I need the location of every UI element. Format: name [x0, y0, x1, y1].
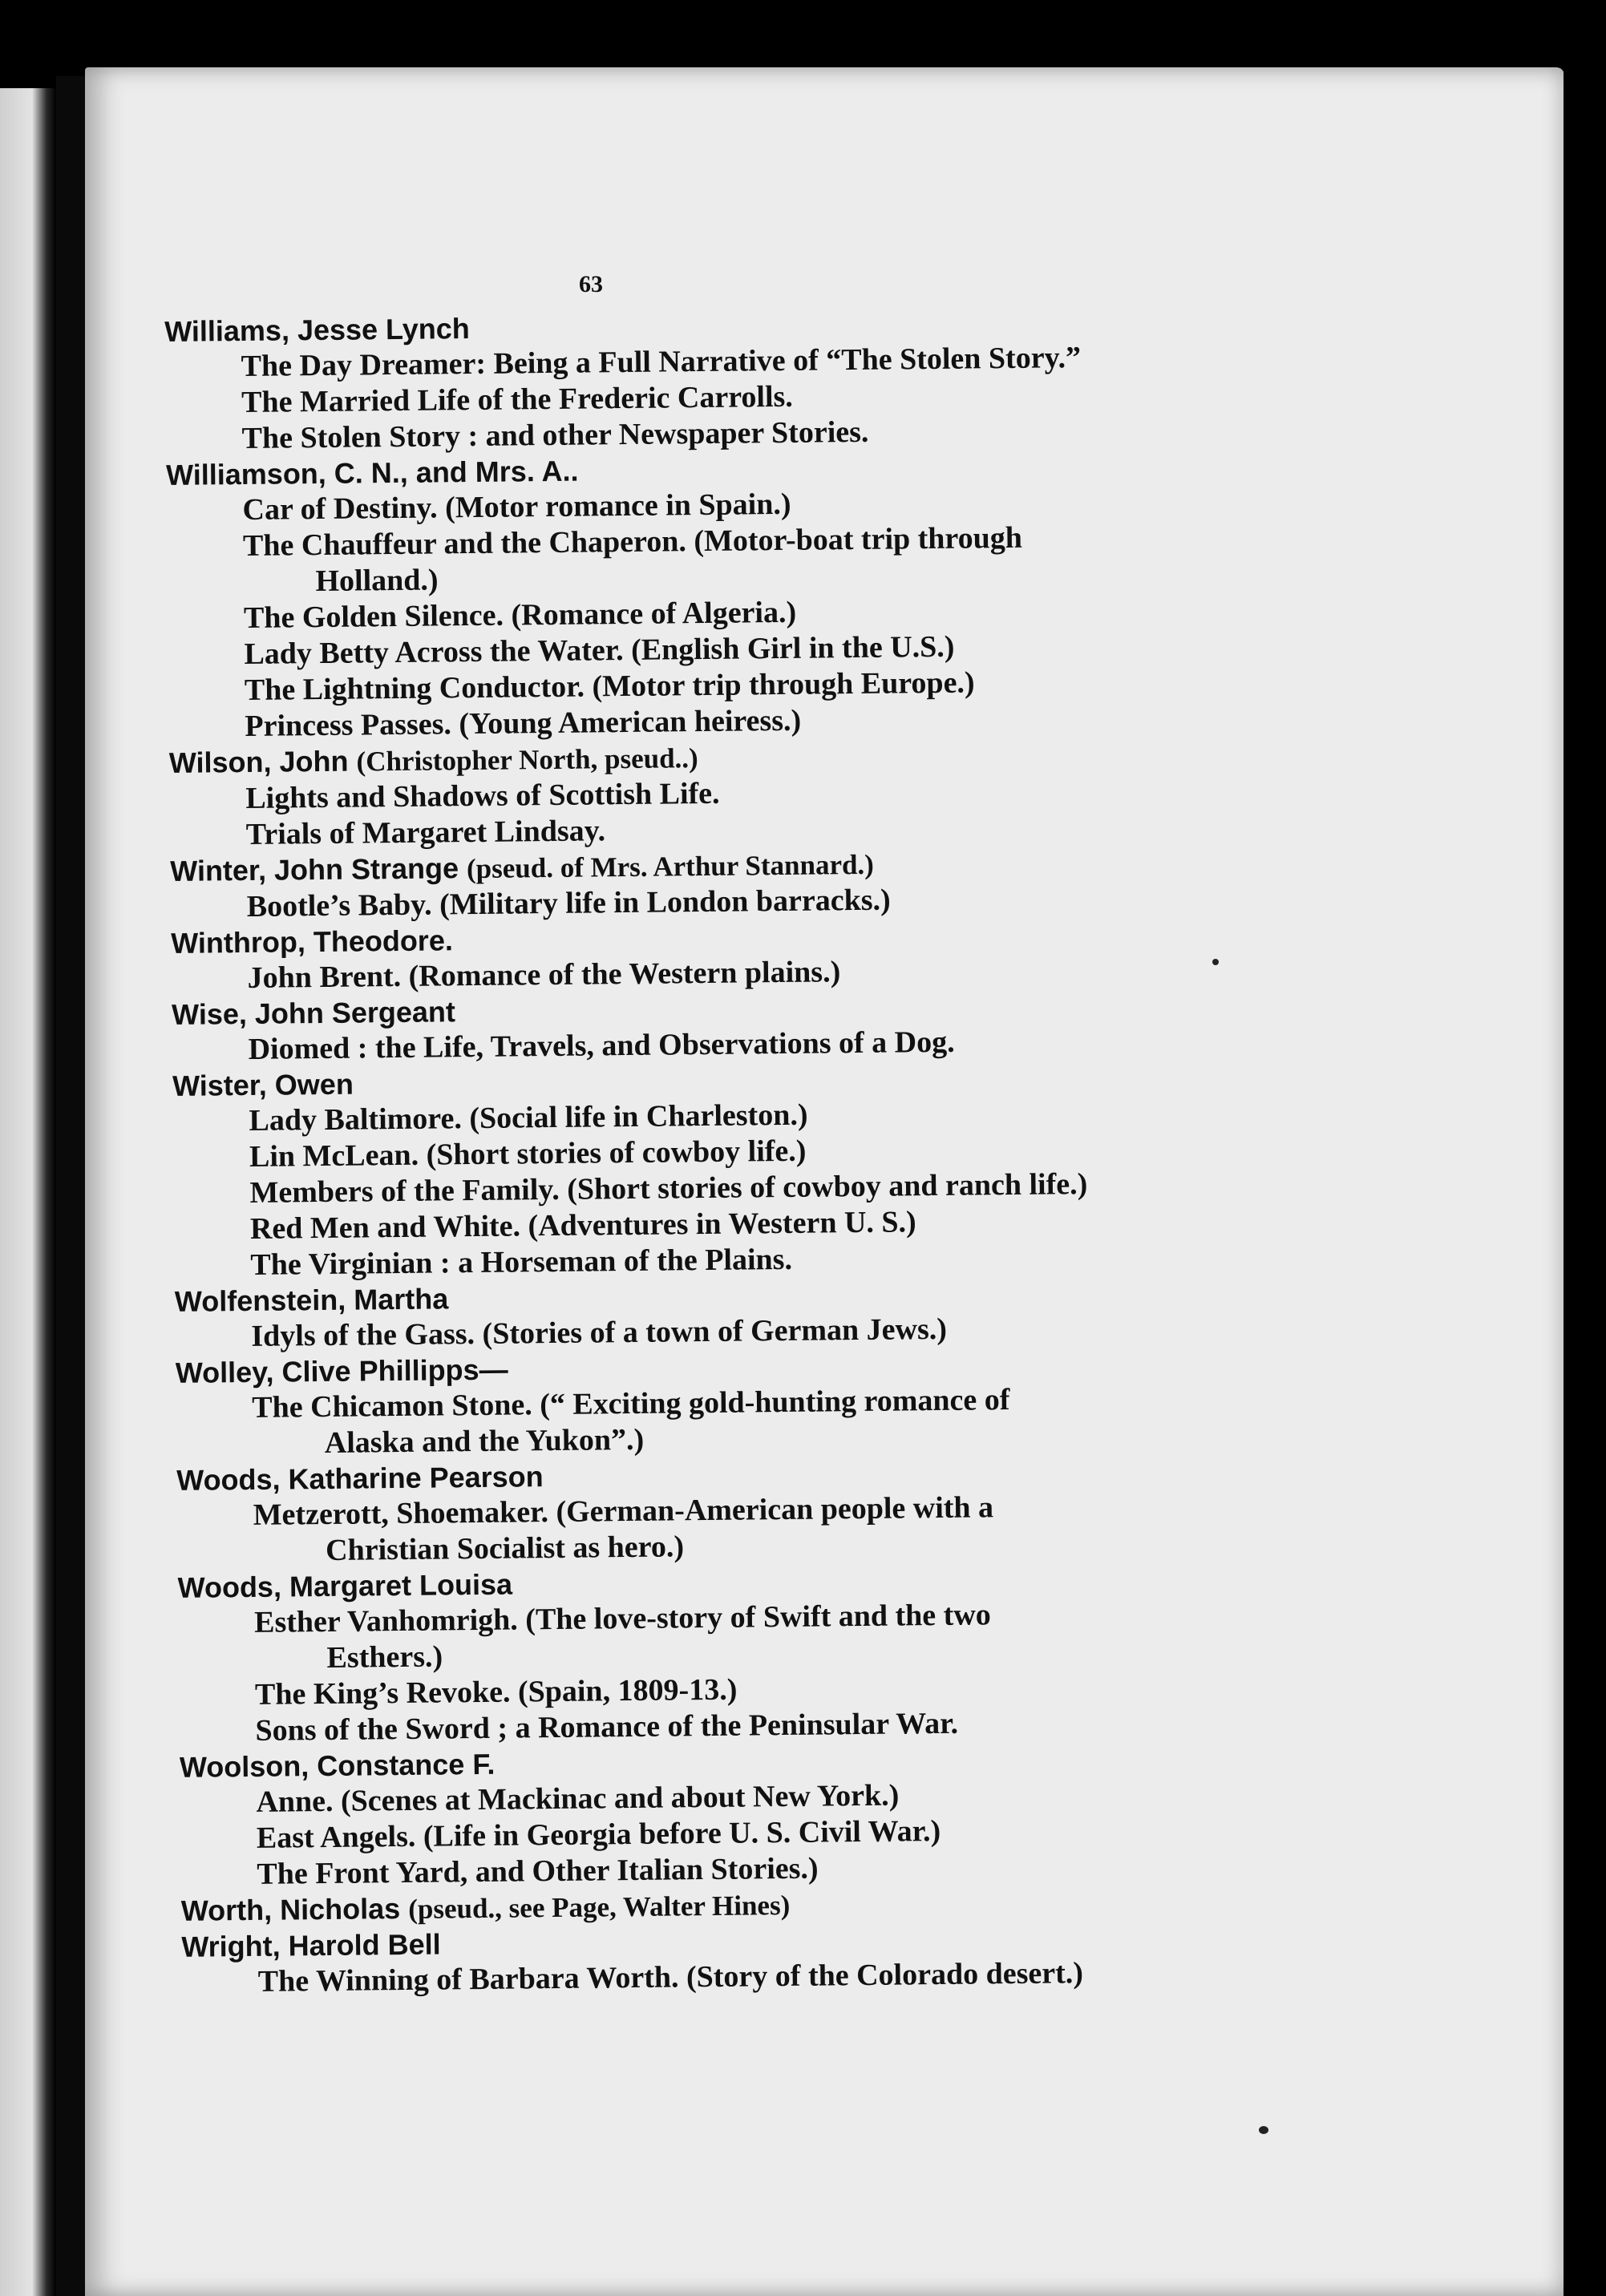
works-list: [172, 1091, 1377, 1284]
author-entry: [164, 301, 1369, 458]
work-line: The Winning of Barbara Worth. (Story of the Colorado desert.): [257, 1956, 1084, 1999]
author-entries: [164, 301, 1385, 2001]
work-line: Sons of the Sword ; a Romance of the Peninsular War.: [255, 1706, 959, 1748]
work-line: Members of the Family. (Short stories of cowboy and ranch life.): [249, 1167, 1088, 1210]
author-name: Winter, John Strange: [170, 851, 459, 887]
work-line: Red Men and White. (Adventures in Western U. S.): [249, 1205, 916, 1246]
works-list: [178, 1593, 1382, 1750]
author-name: Wise, John Sergeant: [171, 995, 456, 1031]
author-name: Wolfenstein, Martha: [174, 1282, 449, 1318]
work-line: Metzerott, Shoemaker. (German-American people with a: [253, 1490, 994, 1532]
author-note: (Christopher North, pseud..): [356, 742, 698, 778]
author-entry: [177, 1558, 1381, 1750]
work-line: The Virginian : a Horseman of the Plains.: [250, 1242, 793, 1282]
work-line: Anne. (Scenes at Mackinac and about New York.): [256, 1778, 900, 1819]
author-entry: [175, 1271, 1378, 1356]
author-name: Wright, Harold Bell: [181, 1927, 441, 1963]
work-line: Bootle’s Baby. (Military life in London barracks.): [246, 883, 891, 924]
work-title: [176, 1486, 1380, 1570]
scan-speck: [1259, 2126, 1268, 2134]
works-list: [180, 1773, 1383, 1894]
work-title: [178, 1593, 1381, 1678]
work-line: The Chicamon Stone. (“ Exciting gold-hunting romance of: [252, 1383, 1010, 1425]
scan-left-edge: [0, 88, 56, 2296]
author-note: (pseud. of Mrs. Arthur Stannard.): [466, 848, 875, 885]
author-name: Williams, Jesse Lynch: [164, 312, 470, 348]
author-entry: [180, 1737, 1384, 1894]
work-line: The Day Dreamer: Being a Full Narrative of “The Stolen Story.”: [241, 341, 1082, 384]
work-line: Idyls of the Gass. (Stories of a town of German Jews.): [251, 1312, 948, 1353]
work-line: The King’s Revoke. (Spain, 1809-13.): [254, 1672, 738, 1712]
author-name: Woods, Katharine Pearson: [176, 1460, 544, 1497]
author-name: Wister, Owen: [172, 1067, 354, 1102]
work-continuation-line: Alaska and the Yukon”.): [324, 1422, 645, 1460]
page-number: 63: [579, 271, 603, 297]
author-name: Woods, Margaret Louisa: [177, 1567, 513, 1604]
author-name: Winthrop, Theodore.: [171, 924, 454, 960]
author-note: (pseud., see Page, Walter Hines): [408, 1889, 791, 1925]
scan-speck: [1212, 959, 1219, 965]
work-line: The Lightning Conductor. (Motor trip through Europe.): [244, 665, 975, 707]
work-title: [167, 516, 1370, 601]
author-entry: [176, 1450, 1380, 1570]
author-entry: [181, 1917, 1385, 2001]
work-line: Lady Betty Across the Water. (English Girl in the U.S.): [244, 629, 955, 671]
author-entry: [170, 841, 1373, 926]
author-entry: [169, 733, 1373, 854]
work-line: Lights and Shadows of Scottish Life.: [245, 776, 720, 815]
work-continuation-line: Esthers.): [326, 1639, 443, 1675]
work-line: The Front Yard, and Other Italian Stories.): [257, 1851, 819, 1891]
work-line: The Stolen Story : and other Newspaper Stories.: [241, 414, 869, 455]
author-name: Worth, Nicholas: [180, 1892, 401, 1927]
works-list: [176, 1378, 1379, 1463]
works-list: [166, 480, 1371, 746]
author-name: Williamson, C. N., and Mrs. A..: [165, 454, 579, 491]
author-name: Wolley, Clive Phillipps—: [175, 1352, 508, 1389]
work-line: East Angels. (Life in Georgia before U. S. Civil War.): [256, 1813, 941, 1855]
author-name: Woolson, Constance F.: [179, 1747, 496, 1784]
work-title: [176, 1378, 1379, 1463]
work-line: The Chauffeur and the Chaperon. (Motor-boat trip through: [242, 520, 1023, 563]
works-list: [176, 1486, 1380, 1570]
works-list: [169, 769, 1373, 854]
author-entry: [172, 1056, 1377, 1284]
author-entry: [171, 913, 1374, 997]
author-entry: [172, 984, 1375, 1069]
scan-right-edge: [1564, 67, 1606, 2296]
work-line: The Golden Silence. (Romance of Algeria.): [243, 595, 797, 635]
work-line: Car of Destiny. (Motor romance in Spain.): [242, 487, 791, 527]
author-index: [164, 301, 1385, 2001]
author-name: Wilson, John: [168, 744, 349, 779]
work-continuation-line: Christian Socialist as hero.): [325, 1530, 685, 1567]
author-entry: [176, 1343, 1379, 1463]
work-line: Lady Baltimore. (Social life in Charleston.): [249, 1097, 808, 1138]
author-entry: [166, 445, 1372, 746]
work-continuation-line: Holland.): [315, 563, 439, 599]
work-line: John Brent. (Romance of the Western plains.): [247, 955, 841, 995]
work-line: Esther Vanhomrigh. (The love-story of Swift and the two: [253, 1598, 991, 1639]
work-line: Diomed : the Life, Travels, and Observations of a Dog.: [248, 1025, 955, 1066]
book-spine: [56, 76, 87, 2296]
work-line: Princess Passes. (Young American heiress.): [245, 703, 802, 743]
work-line: The Married Life of the Frederic Carrolls.: [241, 379, 794, 419]
work-line: Trials of Margaret Lindsay.: [245, 814, 606, 851]
works-list: [164, 337, 1368, 458]
work-line: Lin McLean. (Short stories of cowboy life.): [249, 1134, 807, 1174]
